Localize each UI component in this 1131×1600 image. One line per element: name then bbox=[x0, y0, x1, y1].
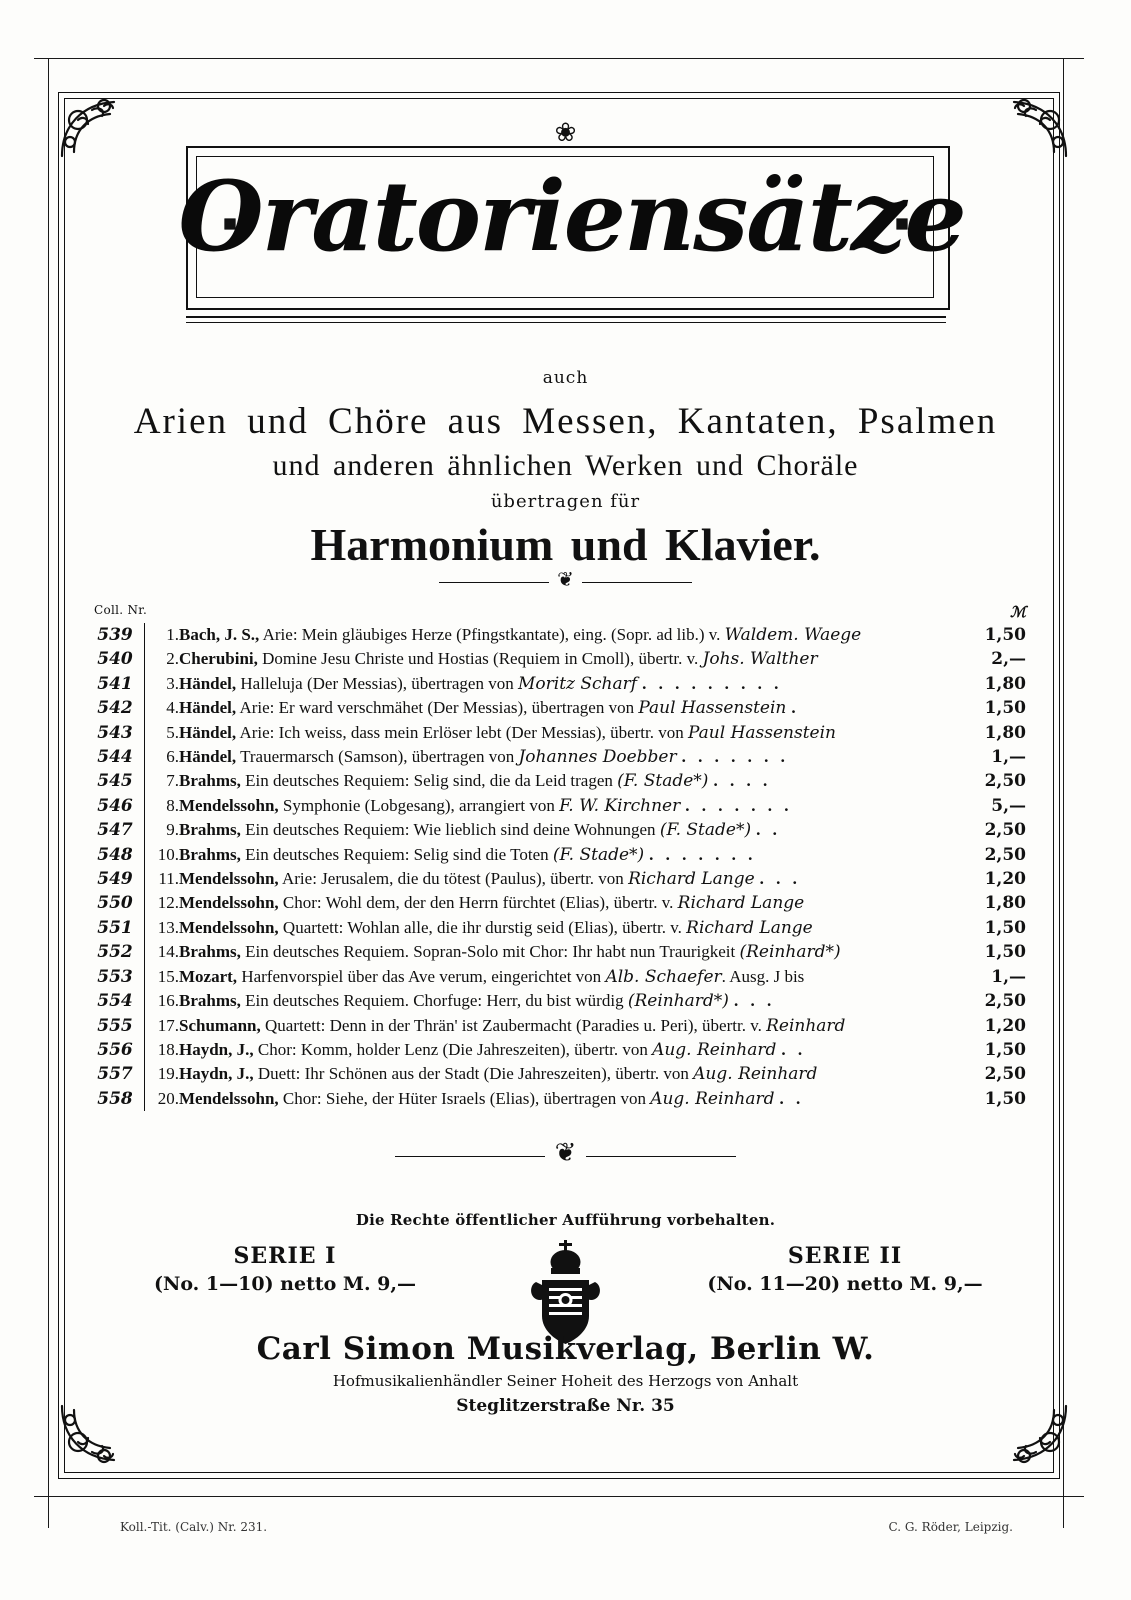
catalog-item-number: 13. bbox=[157, 917, 179, 937]
catalog-arranger: Aug. Reinhard bbox=[693, 1064, 818, 1085]
catalog-coll-number: 557 bbox=[86, 1062, 145, 1086]
catalog-leader-dots: . . . . bbox=[713, 771, 772, 791]
catalog-composer: Brahms, bbox=[179, 991, 241, 1011]
catalog-arranger: Richard Lange bbox=[686, 917, 813, 938]
catalog-composer: Bach, J. S., bbox=[179, 625, 260, 644]
catalog-leader-dots: . . . . . . . . . bbox=[642, 673, 783, 693]
catalog-row bbox=[86, 940, 1026, 964]
catalog-composer: Händel, bbox=[179, 747, 237, 767]
catalog-item-description bbox=[179, 843, 980, 867]
catalog-work-title: Ein deutsches Requiem: Wie lieblich sind deine Wohnungen bbox=[240, 820, 660, 840]
catalog-price: 1,50 bbox=[984, 1039, 1026, 1060]
publisher-address: Steglitzerstraße Nr. 35 bbox=[456, 1396, 675, 1416]
catalog-item-description bbox=[179, 1038, 980, 1062]
catalog-item-number: 4. bbox=[166, 698, 179, 718]
catalog-price: 1,— bbox=[991, 966, 1026, 987]
catalog-composer: Cherubini, bbox=[179, 649, 258, 669]
catalog-item-description bbox=[179, 647, 980, 671]
catalog-price: 1,20 bbox=[984, 869, 1026, 890]
catalog-composer: Mendelssohn, bbox=[179, 869, 279, 889]
catalog-item-description bbox=[179, 1087, 980, 1111]
catalog-work-title: Symphonie (Lobgesang), arrangiert von bbox=[278, 795, 560, 815]
catalog-work-title: Arie: Er ward verschmähet (Der Messias), übertragen von bbox=[236, 698, 639, 718]
catalog-arranger: Paul Hassenstein bbox=[638, 698, 787, 719]
coll-nr-label: Coll. Nr. bbox=[94, 603, 148, 617]
catalog-price: 1,— bbox=[991, 747, 1026, 768]
catalog-arranger: Aug. Reinhard bbox=[650, 1088, 775, 1109]
subtitle-line-2: und anderen ähnlichen Werken und Choräle bbox=[272, 449, 859, 482]
catalog-item-number: 9. bbox=[166, 820, 179, 840]
catalog-coll-number: 544 bbox=[86, 745, 145, 769]
catalog-arranger: (Reinhard*) bbox=[627, 991, 729, 1012]
catalog-work-title: Trauermarsch (Samson), übertragen von bbox=[236, 747, 519, 767]
catalog-work-title: Ein deutsches Requiem: Selig sind die Toten bbox=[240, 844, 553, 864]
catalog-arranger: (F. Stade*) bbox=[617, 771, 709, 792]
catalog-arranger: Moritz Scharf bbox=[517, 673, 638, 694]
catalog-item-description bbox=[179, 769, 980, 793]
catalog-item-number: 2. bbox=[166, 649, 179, 669]
catalog-arranger: (F. Stade*) bbox=[659, 820, 752, 841]
printer-credit: C. G. Röder, Leipzig. bbox=[888, 1520, 1013, 1534]
divider-rule-left bbox=[439, 582, 549, 583]
catalog-composer: Mendelssohn, bbox=[179, 917, 279, 937]
cartouche-rule bbox=[186, 322, 946, 323]
catalog-work-title: Ein deutsches Requiem: Selig sind, die da Leid tragen bbox=[240, 771, 618, 791]
catalog-item-description bbox=[179, 794, 980, 818]
catalog-work-title: Chor: Komm, holder Lenz (Die Jahreszeiten), übertr. von bbox=[253, 1039, 653, 1059]
catalog-item-description bbox=[179, 696, 980, 720]
publisher-subtitle: Hofmusikalienhändler Seiner Hoheit des Herzogs von Anhalt bbox=[332, 1372, 799, 1390]
divider-rule-right bbox=[586, 1156, 736, 1157]
catalog-item-description bbox=[179, 1062, 980, 1086]
catalog-row bbox=[86, 916, 1026, 940]
catalog-item-number: 17. bbox=[157, 1015, 179, 1035]
crest-ornament-icon: ❀ bbox=[554, 118, 577, 147]
catalog-work-title: Chor: Wohl dem, der den Herrn fürchtet (Elias), übertr. v. bbox=[278, 893, 678, 913]
catalog-coll-number: 546 bbox=[86, 794, 145, 818]
catalog-price: 1,50 bbox=[984, 698, 1026, 719]
catalog-item-description bbox=[179, 989, 980, 1013]
catalog-item-number: 20. bbox=[157, 1088, 179, 1108]
catalog-leader-dots: . . . . . . . bbox=[685, 795, 793, 815]
catalog-row bbox=[86, 1087, 1026, 1111]
serie-2-price: (No. 11—20) netto M. 9,— bbox=[707, 1273, 983, 1295]
catalog-row bbox=[86, 965, 1026, 989]
catalog-edition-note: . Ausg. J bis bbox=[721, 966, 805, 986]
fleuron-icon: ❦ bbox=[554, 1138, 577, 1167]
serie-2-block bbox=[680, 1243, 1010, 1295]
subtitle-instrument: Harmonium und Klavier. bbox=[310, 519, 821, 570]
catalog-arranger: Richard Lange bbox=[628, 869, 755, 890]
divider-ornament bbox=[0, 569, 1131, 592]
catalog-row bbox=[86, 843, 1026, 867]
catalog-item-number: 15. bbox=[157, 966, 179, 986]
catalog-work-title: Chor: Siehe, der Hüter Israels (Elias), übertragen von bbox=[278, 1088, 651, 1108]
catalog-arranger: (Reinhard*) bbox=[739, 942, 841, 963]
catalog-row bbox=[86, 818, 1026, 842]
catalog-arranger: F. W. Kirchner bbox=[559, 795, 681, 816]
catalog-item-number: 11. bbox=[158, 869, 179, 889]
catalog-coll-number: 555 bbox=[86, 1014, 145, 1038]
catalog-work-title: Ein deutsches Requiem. Chorfuge: Herr, du bist würdig bbox=[240, 991, 628, 1011]
subtitle-auch: auch bbox=[542, 368, 589, 388]
catalog-item-description bbox=[179, 891, 980, 915]
catalog-item-number: 18. bbox=[157, 1039, 179, 1059]
catalog-row bbox=[86, 1062, 1026, 1086]
plate-number-left: Koll.-Tit. (Calv.) Nr. 231. bbox=[120, 1520, 268, 1534]
catalog-composer: Mendelssohn, bbox=[179, 1088, 279, 1108]
fleuron-icon: ❦ bbox=[557, 569, 574, 591]
divider-rule-right bbox=[582, 582, 692, 583]
plate-rule-top bbox=[34, 58, 1084, 59]
catalog-row bbox=[86, 696, 1026, 720]
catalog-arranger: Waldem. Waege bbox=[724, 625, 862, 645]
catalog-composer: Haydn, J., bbox=[179, 1039, 254, 1059]
publisher-name: Carl Simon Musikverlag, Berlin W. bbox=[256, 1331, 875, 1367]
catalog-composer: Schumann, bbox=[179, 1015, 261, 1035]
catalog-item-description bbox=[179, 916, 980, 940]
serie-1-title: SERIE I bbox=[233, 1243, 337, 1269]
catalog-price: 2,50 bbox=[984, 771, 1026, 792]
bottom-divider-ornament bbox=[0, 1138, 1131, 1169]
divider-rule-left bbox=[395, 1156, 545, 1157]
catalog-price: 1,20 bbox=[984, 1015, 1026, 1036]
catalog-work-title: Harfenvorspiel über das Ave verum, eingerichtet von bbox=[237, 966, 606, 986]
catalog-coll-number: 541 bbox=[86, 672, 145, 696]
catalog-leader-dots: . . bbox=[779, 1088, 805, 1108]
catalog-list bbox=[86, 603, 1026, 1111]
subtitle-line-1: Arien und Chöre aus Messen, Kantaten, Psalmen bbox=[133, 401, 998, 442]
catalog-item-description bbox=[179, 745, 980, 769]
catalog-coll-number: 548 bbox=[86, 843, 145, 867]
catalog-row bbox=[86, 647, 1026, 671]
catalog-work-title: Duett: Ihr Schönen aus der Stadt (Die Jahreszeiten), übertr. von bbox=[253, 1064, 694, 1084]
serie-1-block bbox=[120, 1243, 450, 1295]
title-cartouche bbox=[177, 118, 965, 315]
catalog-leader-dots: . . . bbox=[759, 869, 801, 889]
catalog-price: 1,80 bbox=[984, 893, 1026, 914]
catalog-arranger: Reinhard bbox=[766, 1015, 846, 1036]
catalog-price: 2,50 bbox=[984, 820, 1026, 841]
catalog-leader-dots: . . . . . . . bbox=[681, 747, 789, 767]
catalog-row bbox=[86, 794, 1026, 818]
catalog-row bbox=[86, 867, 1026, 891]
catalog-row bbox=[86, 1038, 1026, 1062]
catalog-composer: Mendelssohn, bbox=[179, 893, 279, 913]
catalog-leader-dots: . bbox=[791, 698, 800, 718]
catalog-arranger: Aug. Reinhard bbox=[652, 1039, 777, 1060]
catalog-item-description bbox=[179, 1014, 980, 1038]
catalog-arranger: Richard Lange bbox=[677, 893, 805, 914]
catalog-item-description bbox=[179, 818, 980, 842]
subtitle-block bbox=[0, 368, 1131, 571]
catalog-composer: Mendelssohn, bbox=[179, 795, 279, 815]
catalog-coll-number: 554 bbox=[86, 989, 145, 1013]
catalog-arranger: Johannes Doebber bbox=[518, 747, 677, 768]
catalog-item-number: 19. bbox=[157, 1064, 179, 1084]
catalog-coll-number: 547 bbox=[86, 818, 145, 842]
catalog-row bbox=[86, 1014, 1026, 1038]
catalog-row bbox=[86, 623, 1026, 647]
catalog-price: 1,50 bbox=[984, 625, 1026, 645]
catalog-item-description bbox=[179, 721, 980, 745]
catalog-item-number: 16. bbox=[157, 991, 179, 1011]
catalog-row bbox=[86, 989, 1026, 1013]
catalog-leader-dots: . . . . . . . bbox=[649, 844, 757, 864]
catalog-item-description bbox=[179, 965, 980, 989]
catalog-arranger: Alb. Schaefer bbox=[605, 966, 722, 987]
catalog-composer: Brahms, bbox=[179, 942, 241, 962]
catalog-coll-number: 542 bbox=[86, 696, 145, 720]
page-title: Oratoriensätze bbox=[177, 160, 965, 273]
currency-symbol: ℳ bbox=[1009, 603, 1026, 621]
catalog-coll-number: 539 bbox=[86, 623, 145, 647]
catalog-arranger: Johs. Walther bbox=[702, 649, 818, 670]
catalog-work-title: Quartett: Denn in der Thrän' ist Zaubermacht (Paradies u. Peri), übertr. v. bbox=[260, 1015, 767, 1035]
catalog-arranger: (F. Stade*) bbox=[552, 844, 645, 865]
catalog-row bbox=[86, 769, 1026, 793]
catalog-item-number: 6. bbox=[166, 747, 179, 767]
catalog-price: 1,50 bbox=[984, 1088, 1026, 1109]
catalog-work-title: Quartett: Wohlan alle, die ihr durstig seid (Elias), übertr. v. bbox=[278, 917, 687, 937]
catalog-composer: Brahms, bbox=[179, 844, 241, 864]
catalog-item-number: 1. bbox=[166, 625, 179, 644]
catalog-item-number: 10. bbox=[157, 844, 179, 864]
catalog-item-number: 12. bbox=[157, 893, 179, 913]
catalog-price: 1,50 bbox=[984, 942, 1026, 963]
catalog-item-number: 7. bbox=[166, 771, 179, 791]
catalog-item-number: 3. bbox=[166, 673, 179, 693]
catalog-leader-dots: . . bbox=[781, 1039, 807, 1059]
catalog-work-title: Halleluja (Der Messias), übertragen von bbox=[236, 673, 518, 693]
catalog-price: 1,50 bbox=[984, 917, 1026, 938]
catalog-work-title: Ein deutsches Requiem. Sopran-Solo mit Chor: Ihr habt nun Traurigkeit bbox=[240, 942, 740, 962]
catalog-row bbox=[86, 891, 1026, 915]
catalog-coll-number: 545 bbox=[86, 769, 145, 793]
plate-rule-bottom bbox=[34, 1496, 1084, 1497]
catalog-coll-number: 556 bbox=[86, 1038, 145, 1062]
title-cartouche-block bbox=[0, 120, 1131, 315]
catalog-composer: Haydn, J., bbox=[179, 1064, 254, 1084]
catalog-composer: Händel, bbox=[179, 673, 237, 693]
catalog-price: 1,80 bbox=[984, 722, 1026, 743]
catalog-work-title: Arie: Jerusalem, die du tötest (Paulus), übertr. von bbox=[278, 869, 629, 889]
serie-1-price: (No. 1—10) netto M. 9,— bbox=[153, 1273, 417, 1295]
catalog-leader-dots: . . . bbox=[733, 991, 776, 1011]
catalog-composer: Händel, bbox=[179, 722, 237, 742]
catalog-item-description bbox=[179, 623, 980, 647]
catalog-item-description bbox=[179, 672, 980, 696]
catalog-coll-number: 552 bbox=[86, 940, 145, 964]
catalog-item-description bbox=[179, 940, 980, 964]
catalog-work-title: Domine Jesu Christe und Hostias (Requiem in Cmoll), übertr. v. bbox=[257, 649, 703, 669]
catalog-row bbox=[86, 721, 1026, 745]
catalog-composer: Mozart, bbox=[179, 966, 238, 986]
catalog-item-number: 8. bbox=[166, 795, 179, 815]
catalog-item-number: 14. bbox=[157, 942, 179, 962]
catalog-row bbox=[86, 745, 1026, 769]
catalog-price: 2,— bbox=[991, 649, 1026, 670]
catalog-price: 2,50 bbox=[984, 844, 1026, 865]
catalog-work-title: Arie: Mein gläubiges Herze (Pfingstkantate), eing. (Sopr. ad lib.) v. bbox=[259, 625, 725, 644]
serie-2-title: SERIE II bbox=[787, 1243, 903, 1269]
catalog-price: 2,50 bbox=[984, 1064, 1026, 1085]
catalog-arranger: Paul Hassenstein bbox=[687, 722, 836, 743]
catalog-coll-number: 551 bbox=[86, 916, 145, 940]
cartouche-rule bbox=[186, 316, 946, 318]
catalog-leader-dots: . . bbox=[756, 820, 781, 840]
catalog-coll-number: 558 bbox=[86, 1087, 145, 1111]
catalog-coll-number: 540 bbox=[86, 647, 145, 671]
catalog-row bbox=[86, 672, 1026, 696]
catalog-coll-number: 550 bbox=[86, 891, 145, 915]
catalog-coll-number: 549 bbox=[86, 867, 145, 891]
catalog-header-row bbox=[86, 603, 1026, 623]
catalog-price: 2,50 bbox=[984, 991, 1026, 1012]
catalog-item-number: 5. bbox=[166, 722, 179, 742]
catalog-composer: Brahms, bbox=[179, 771, 241, 791]
catalog-table-body bbox=[86, 623, 1026, 1111]
catalog-composer: Brahms, bbox=[179, 820, 241, 840]
subtitle-transcribed-for: übertragen für bbox=[490, 491, 641, 512]
catalog-price: 5,— bbox=[991, 795, 1026, 816]
catalog-work-title: Arie: Ich weiss, dass mein Erlöser lebt (Der Messias), übertr. von bbox=[236, 722, 688, 742]
catalog-coll-number: 543 bbox=[86, 721, 145, 745]
catalog-item-description bbox=[179, 867, 980, 891]
catalog-price: 1,80 bbox=[984, 673, 1026, 694]
catalog-table bbox=[86, 623, 1026, 1111]
catalog-composer: Händel, bbox=[179, 698, 237, 718]
catalog-coll-number: 553 bbox=[86, 965, 145, 989]
performance-rights-notice: Die Rechte öffentlicher Aufführung vorbehalten. bbox=[355, 1211, 776, 1229]
